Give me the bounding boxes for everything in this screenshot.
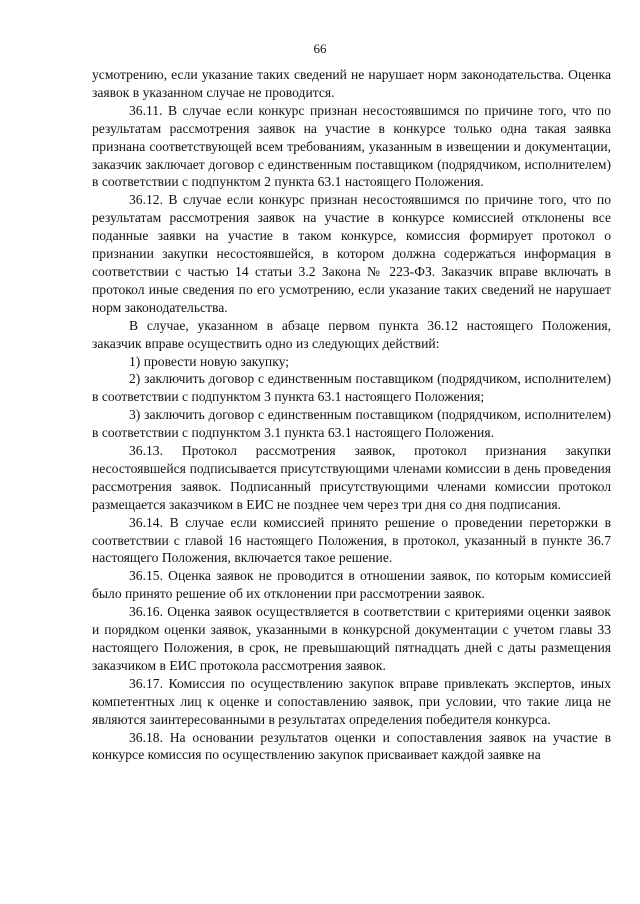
paragraph-36-17: 36.17. Комиссия по осуществлению закупок вправе привлекать экспертов, иных компетентных лиц к оценке и сопоставлению заявок, при условии, что такие лица не являются заинтересованными в результатах определения победителя конкурса. xyxy=(92,675,611,727)
list-item: 3) заключить договор с единственным поставщиком (подрядчиком, исполнителем) в соответствии с подпунктом 3.1 пункта 63.1 настоящего Положения. xyxy=(92,407,611,441)
paragraph-36-13: 36.13. Протокол рассмотрения заявок, протокол признания закупки несостоявшейся подписывается присутствующими членами комиссии в день проведения рассмотрения заявок. Подписанный присутствующими членами комиссии протокол размещается заказчиком в ЕИС не позднее чем через три дня со дня подписания. xyxy=(92,443,611,512)
paragraph-36-16: 36.16. Оценка заявок осуществляется в соответствии с критериями оценки заявок и порядком оценки заявок, указанными в конкурсной документации с учетом главы 33 настоящего Положения, в срок, не превышающий пятнадцать дней с даты размещения заказчиком в ЕИС протокола рассмотрения заявок. xyxy=(92,604,611,673)
paragraph-36-12: 36.12. В случае если конкурс признан несостоявшимся по причине того, что по результатам рассмотрения заявок на участие в конкурсе комиссией отклонены все поданные заявки на участие в таком конкурсе, комиссия формирует протокол о признании закупки несостоявшейся, в котором должна содержаться информация в соответствии с частью 14 статьи 3.2 Закона № 223-ФЗ. Заказчик вправе включать в протокол иные сведения по его усмотрению, если указание таких сведений не нарушает норм законодательства. xyxy=(92,192,611,315)
paragraph-36-18: 36.18. На основании результатов оценки и сопоставления заявок на участие в конкурсе комиссия по осуществлению закупок присваивает каждой заявке на xyxy=(92,729,611,763)
paragraph: В случае, указанном в абзаце первом пункта 36.12 настоящего Положения, заказчик вправе осуществить одно из следующих действий: xyxy=(92,317,611,351)
document-body xyxy=(92,66,611,764)
paragraph: усмотрению, если указание таких сведений не нарушает норм законодательства. Оценка заявок в указанном случае не проводится. xyxy=(92,67,611,100)
page-number: 66 xyxy=(313,41,327,56)
paragraph-36-14: 36.14. В случае если комиссией принято решение о проведении переторжки в соответствии с главой 16 настоящего Положения, в протокол, указанный в пункте 36.7 настоящего Положения, включается такое решение. xyxy=(92,514,611,566)
paragraph-36-15: 36.15. Оценка заявок не проводится в отношении заявок, по которым комиссией было принято решение об их отклонении при рассмотрении заявок. xyxy=(92,568,611,602)
paragraph-36-11: 36.11. В случае если конкурс признан несостоявшимся по причине того, что по результатам рассмотрения заявок на участие в конкурсе только одна такая заявка признана соответствующей всем требованиям, указанным в извещении и документации, заказчик заключает договор с единственным поставщиком (подрядчиком, исполнителем) в соответствии с подпунктом 2 пункта 63.1 настоящего Положения. xyxy=(92,102,611,190)
list-item: 2) заключить договор с единственным поставщиком (подрядчиком, исполнителем) в соответствии с подпунктом 3 пункта 63.1 настоящего Положения; xyxy=(92,371,611,405)
list-item: 1) провести новую закупку; xyxy=(129,353,290,369)
